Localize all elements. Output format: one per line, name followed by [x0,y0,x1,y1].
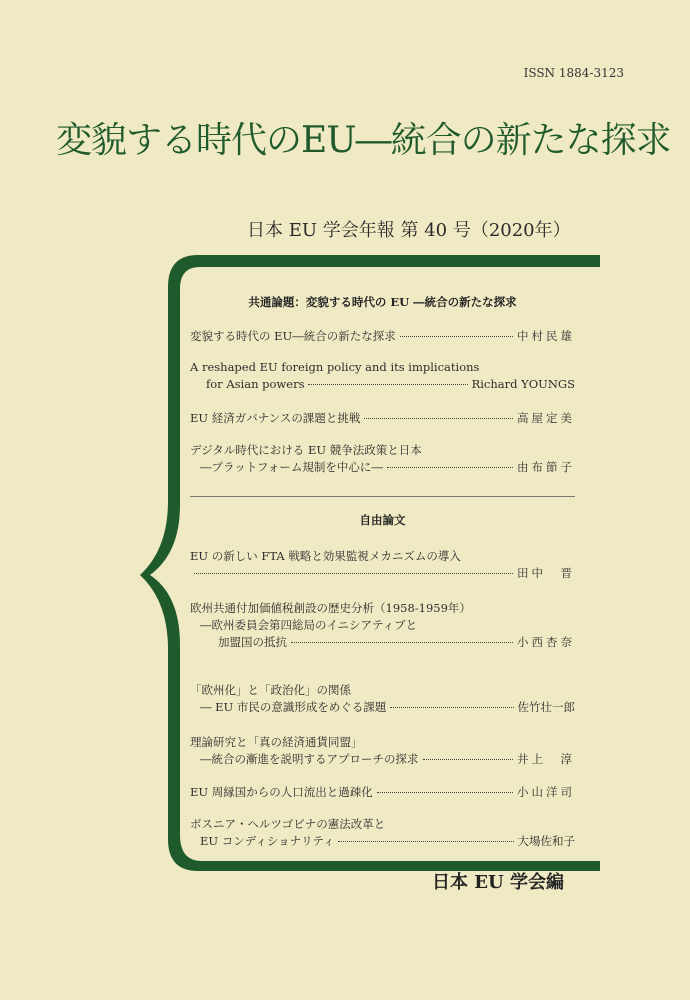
toc-entry-author: 中村民雄 [517,329,575,343]
toc-entry-author: 佐竹壮一郎 [517,700,575,714]
table-of-contents [190,0,575,1000]
toc-entry[interactable] [190,734,575,768]
toc-entry-title-cont: 加盟国の抵抗 [218,635,287,649]
toc-entry-title-cont: ―プラットフォーム規制を中心に― [200,460,383,474]
toc-entry-author: 井上 淳 [517,752,575,766]
toc-entry[interactable] [190,360,575,394]
common-theme-heading: 共通論題：変貌する時代の EU ―統合の新たな探求 [248,295,517,309]
free-papers-heading: 自由論文 [359,513,406,527]
toc-entry-title-cont: EU コンディショナリティ [200,834,335,848]
toc-entry-title: A reshaped EU foreign policy and its implications [190,360,480,374]
toc-entry-title: 変貌する時代の EU―統合の新たな探求 [190,329,396,343]
toc-entry-author: 高屋定美 [517,411,575,425]
toc-entry-author: 田中 晋 [517,566,575,580]
toc-entry[interactable] [190,328,575,345]
toc-entry-title-cont: ― EU 市民の意識形成をめぐる課題 [200,700,387,714]
toc-entry-author: 由布節子 [517,460,575,474]
toc-entry[interactable] [190,816,575,850]
toc-entry-title: 理論研究と「真の経済通貨同盟」 [190,735,363,749]
free-papers-heading-wrap [190,512,575,528]
toc-entry[interactable] [190,442,575,476]
toc-entry-title: 「欧州化」と「政治化」の関係 [190,683,351,697]
toc-entry-title: EU の新しい FTA 戦略と効果監視メカニズムの導入 [190,549,461,563]
toc-entry[interactable] [190,600,575,651]
issn-number: ISSN 1884-3123 [523,66,624,80]
toc-entry[interactable] [190,548,575,582]
toc-entry-title-cont: for Asian powers [206,377,305,391]
toc-entry[interactable] [190,784,575,801]
toc-entry-title: デジタル時代における EU 競争法政策と日本 [190,443,422,457]
toc-entry-title-cont: ―欧州委員会第四総局のイニシアティブと [200,618,418,632]
toc-entry-title: 欧州共通付加価値税創設の歴史分析（1958-1959年） [190,601,471,615]
publisher-name: 日本 EU 学会編 [432,872,564,893]
toc-entry-author: 小西杏奈 [517,635,575,649]
toc-entry-title: ボスニア・ヘルツゴビナの憲法改革と [190,817,386,831]
journal-subtitle: 日本 EU 学会年報 第 40 号（2020年） [247,220,571,241]
journal-title: 変貌する時代のEU―統合の新たな探求 [56,120,671,161]
toc-entry-author: 小山洋司 [517,785,575,799]
toc-entry-author: Richard YOUNGS [471,377,575,391]
toc-entry-title-cont: ―統合の漸進を説明するアプローチの探求 [200,752,419,766]
section-divider [190,496,575,497]
toc-entry-title: EU 経済ガバナンスの課題と挑戦 [190,411,361,425]
toc-entry[interactable] [190,410,575,427]
toc-entry-title: EU 周縁国からの人口流出と過疎化 [190,785,373,799]
toc-entry[interactable] [190,682,575,716]
toc-entry-author: 大場佐和子 [517,834,575,848]
